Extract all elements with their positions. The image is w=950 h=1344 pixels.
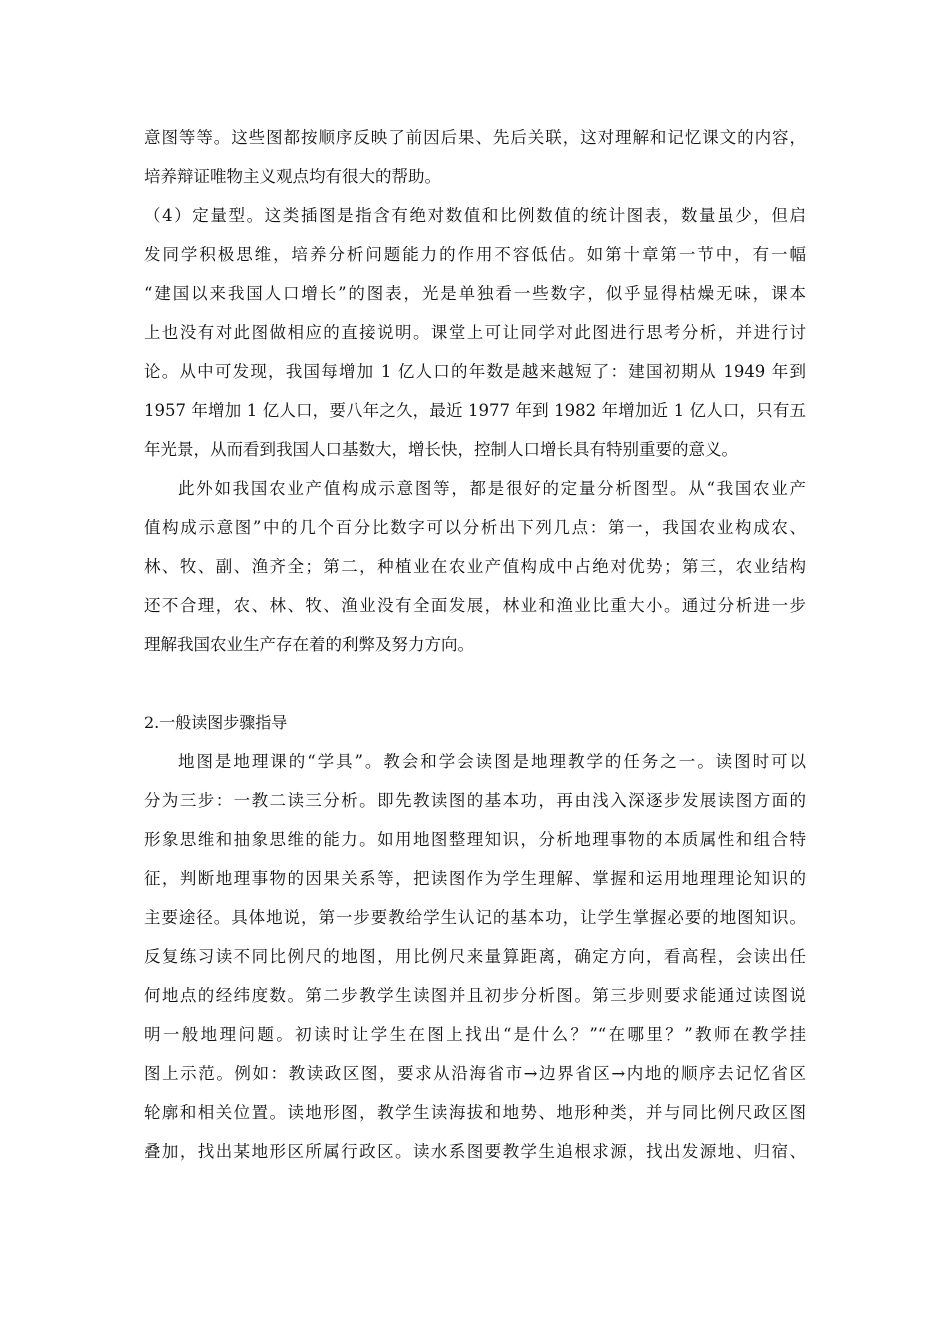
text-line: 此外如我国农业产值构成示意图等，都是很好的定量分析图型。从“我国农业产 xyxy=(178,479,806,498)
text-line: 反复练习读不同比例尺的地图，用比例尺来量算距离，确定方向，看高程，会读出任 xyxy=(144,947,806,966)
text-line: 主要途径。具体地说，第一步要教给学生认记的基本功，让学生掌握必要的地图知识。 xyxy=(144,908,806,927)
text-line: 形象思维和抽象思维的能力。如用地图整理知识，分析地理事物的本质属性和组合特 xyxy=(144,830,806,849)
text-line: 论。从中可发现，我国每增加 1 亿人口的年数是越来越短了：建国初期从 1949 年到 xyxy=(144,362,806,381)
text-line: 还不合理，农、林、牧、渔业没有全面发展，林业和渔业比重大小。通过分析进一步 xyxy=(144,596,806,615)
text-line: 轮廓和相关位置。读地形图，教学生读海拔和地势、地形种类，并与同比例尺政区图 xyxy=(144,1103,806,1122)
text-line: 图上示范。例如：教读政区图，要求从沿海省市→边界省区→内地的顺序去记忆省区 xyxy=(144,1064,806,1083)
text-line: （4）定量型。这类插图是指含有绝对数值和比例数值的统计图表，数量虽少，但启 xyxy=(144,206,806,225)
text-line: 理解我国农业生产存在着的利弊及努力方向。 xyxy=(144,635,474,654)
text-line: 发同学积极思维，培养分析问题能力的作用不容低估。如第十章第一节中，有一幅 xyxy=(144,245,806,264)
text-line: 意图等等。这些图都按顺序反映了前因后果、先后关联，这对理解和记忆课文的内容， xyxy=(144,128,806,147)
text-line: “建国以来我国人口增长”的图表，光是单独看一些数字，似乎显得枯燥无味，课本 xyxy=(144,284,806,303)
text-line: 明一般地理问题。初读时让学生在图上找出“是什么？”“在哪里？”教师在教学挂 xyxy=(144,1025,806,1044)
text-line: 地图是地理课的“学具”。教会和学会读图是地理教学的任务之一。读图时可以 xyxy=(178,752,806,771)
text-line: 分为三步：一教二读三分析。即先教读图的基本功，再由浅入深逐步发展读图方面的 xyxy=(144,791,806,810)
text-line: 征，判断地理事物的因果关系等，把读图作为学生理解、掌握和运用地理理论知识的 xyxy=(144,869,806,888)
text-line: 培养辩证唯物主义观点均有很大的帮助。 xyxy=(144,167,441,186)
text-line: 上也没有对此图做相应的直接说明。课堂上可让同学对此图进行思考分析，并进行讨 xyxy=(144,323,806,342)
text-line: 林、牧、副、渔齐全；第二，种植业在农业产值构成中占绝对优势；第三，农业结构 xyxy=(144,557,806,576)
text-line: 叠加，找出某地形区所属行政区。读水系图要教学生追根求源，找出发源地、归宿、 xyxy=(144,1142,806,1161)
section-heading: 2.一般读图步骤指导 xyxy=(144,713,288,732)
text-line: 1957 年增加 1 亿人口，要八年之久，最近 1977 年到 1982 年增加近 1 亿人口，只有五 xyxy=(144,401,806,420)
text-line: 何地点的经纬度数。第二步教学生读图并且初步分析图。第三步则要求能通过读图说 xyxy=(144,986,806,1005)
text-line: 年光景，从而看到我国人口基数大，增长快，控制人口增长具有特别重要的意义。 xyxy=(144,440,738,459)
text-line: 值构成示意图”中的几个百分比数字可以分析出下列几点：第一，我国农业构成农、 xyxy=(144,518,806,537)
